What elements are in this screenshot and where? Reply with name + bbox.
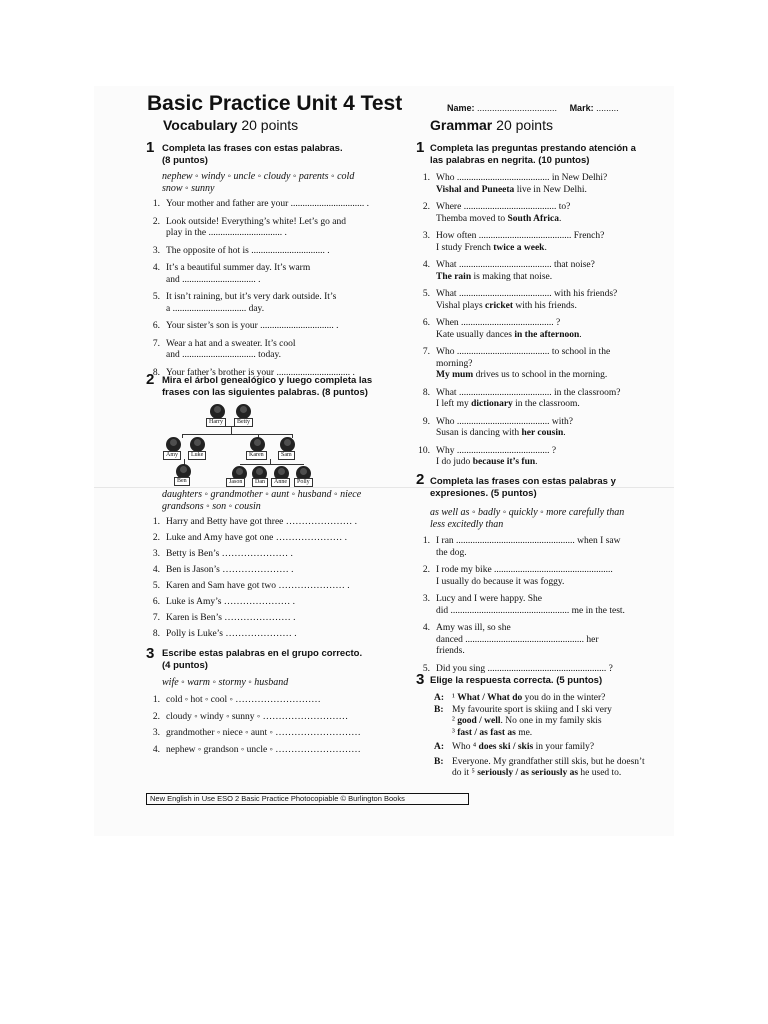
- family-tree: [160, 404, 330, 484]
- list-item: 5. What ....................................... with his friends? Vishal plays cricket with his friends.: [422, 289, 618, 311]
- person-icon: [166, 437, 181, 452]
- list-item: 8. Polly is Luke’s ………………… .: [152, 629, 297, 639]
- list-item: 7. Karen is Ben’s ………………… .: [152, 613, 296, 623]
- list-item: 8. What ....................................... in the classroom? I left my dictionary in the classroom.: [422, 387, 621, 409]
- list-item: 7. Wear a hat and a sweater. It’s cool and ............................... today.: [152, 338, 296, 360]
- person-icon: [236, 404, 251, 419]
- person-icon: [210, 404, 225, 419]
- dialogue-line: ³ fast / as fast as me.: [452, 727, 533, 738]
- vocab-ex3-word-box: wife ◦ warm ◦ stormy ◦ husband: [162, 677, 289, 688]
- vocabulary-points: 20 points: [241, 117, 299, 133]
- list-item: 2. Luke and Amy have got one ………………… .: [152, 533, 348, 543]
- dialogue-line: A: ¹ What / What do you do in the winter?: [434, 693, 606, 703]
- vocab-ex2-number: 2: [146, 371, 155, 388]
- vocab-ex1-list: [146, 199, 396, 379]
- grammar-ex2-instructions: Completa las frases con estas palabras y expresiones. (5 puntos): [430, 476, 616, 499]
- tree-label-anne: Anne: [271, 478, 290, 487]
- grammar-ex2-list: [416, 536, 666, 675]
- vocab-ex1-instructions: Completa las frases con estas palabras. (8 puntos): [162, 143, 343, 166]
- grammar-ex2-word-box: as well as ◦ badly ◦ quickly ◦ more carefully than less excitedly than: [430, 507, 625, 530]
- list-item: 2. Look outside! Everything’s white! Let’s go and play in the ............................... .: [152, 216, 346, 238]
- list-item: 3. Lucy and I were happy. She did .................................................. me in the test.: [422, 594, 625, 616]
- list-item: 4. It’s a beautiful summer day. It’s warm and ............................... .: [152, 263, 311, 285]
- tree-label-ben: Ben: [174, 477, 190, 486]
- list-item: 6. Your sister’s son is your ............................... .: [152, 321, 339, 331]
- name-label: Name:: [447, 103, 475, 113]
- list-item: 4. What ....................................... that noise? The rain is making that noise.: [422, 260, 595, 282]
- list-item: 1. Your mother and father are your ............................... .: [152, 199, 369, 209]
- list-item: 4. Ben is Jason’s ………………… .: [152, 565, 294, 575]
- list-item: 1. cold ◦ hot ◦ cool ◦ ………………………: [152, 695, 321, 705]
- grammar-ex2-number: 2: [416, 471, 425, 488]
- name-mark-fields: [447, 103, 619, 113]
- vocab-ex3-instructions: Escribe estas palabras en el grupo correcto. (4 puntos): [162, 648, 363, 671]
- grammar-points: 20 points: [496, 117, 553, 133]
- vocab-ex2-word-box: daughters ◦ grandmother ◦ aunt ◦ husband ◦ niece grandsons ◦ son ◦ cousin: [162, 489, 362, 512]
- vocab-ex2-list: [146, 517, 396, 641]
- dialogue-line: A: Who ⁴ does ski / skis in your family?: [434, 742, 595, 752]
- grammar-ex3-number: 3: [416, 671, 425, 688]
- dialogue-line: do it ⁵ seriously / as seriously as he used to.: [452, 768, 622, 778]
- tree-label-dan: Dan: [252, 478, 268, 487]
- list-item: 2. cloudy ◦ windy ◦ sunny ◦ ………………………: [152, 711, 349, 722]
- grammar-heading: Grammar 20 points: [430, 117, 553, 133]
- list-item: 2. I rode my bike .................................................. I usually do because it was foggy.: [422, 565, 613, 587]
- grammar-ex1-list: [416, 173, 666, 469]
- tree-label-jason: Jason: [226, 478, 245, 487]
- vocabulary-heading: Vocabulary 20 points: [163, 117, 299, 133]
- vocab-ex3-list: [146, 695, 396, 756]
- grammar-ex1-instructions: Completa las preguntas prestando atención a las palabras en negrita. (10 puntos): [430, 143, 636, 166]
- person-icon: [250, 437, 265, 452]
- dialogue-line: B: My favourite sport is skiing and I ski very: [434, 704, 612, 715]
- list-item: 4. nephew ◦ grandson ◦ uncle ◦ ………………………: [152, 744, 361, 755]
- list-item: 6. Luke is Amy’s ………………… .: [152, 597, 296, 607]
- footer-copyright: New English in Use ESO 2 Basic Practice Photocopiable © Burlington Books: [146, 793, 469, 805]
- person-icon: [280, 437, 295, 452]
- tree-label-harry: Harry: [206, 418, 226, 427]
- list-item: 1. I ran .................................................. when I saw the dog.: [422, 536, 621, 558]
- vocab-ex2-instructions: Mira el árbol genealógico y luego completa las frases con las siguientes palabras. (8 puntos): [162, 375, 373, 398]
- list-item: 4. Amy was ill, so she danced .................................................. her friends.: [422, 623, 599, 656]
- list-item: 8. Your father’s brother is your ............................... .: [152, 367, 355, 378]
- vocab-ex1-word-box: nephew ◦ windy ◦ uncle ◦ cloudy ◦ parents ◦ cold snow ◦ sunny: [162, 171, 355, 194]
- list-item: 1. Who ....................................... in New Delhi? Vishal and Puneeta live in New Delhi.: [422, 173, 608, 195]
- list-item: 5. Did you sing .................................................. ?: [422, 663, 613, 674]
- tree-label-karen: Karen: [246, 451, 267, 460]
- name-dots: ................................: [477, 103, 558, 113]
- list-item: 3. Betty is Ben’s ………………… .: [152, 549, 293, 559]
- list-item: 10. Why ....................................... ? I do judo because it’s fun.: [418, 445, 557, 467]
- mark-dots: .........: [596, 103, 619, 113]
- tree-label-luke: Luke: [188, 451, 206, 460]
- list-item: 5. Karen and Sam have got two ………………… .: [152, 581, 350, 591]
- list-item: 3. The opposite of hot is ............................... .: [152, 245, 330, 256]
- list-item: 6. When ....................................... ? Kate usually dances in the afternoon.: [422, 318, 582, 340]
- tree-label-sam: Sam: [278, 451, 295, 460]
- grammar-ex1-number: 1: [416, 139, 425, 156]
- list-item: 2. Where ....................................... to? Themba moved to South Africa.: [422, 202, 571, 224]
- list-item: 7. Who ....................................... to school in the morning? My mum drives us to school in the morning.: [422, 347, 611, 380]
- tree-label-amy: Amy: [163, 451, 181, 460]
- page-title: Basic Practice Unit 4 Test: [147, 92, 403, 115]
- list-item: 5. It isn’t raining, but it’s very dark outside. It’s a ............................... day.: [152, 292, 337, 314]
- person-icon: [190, 437, 205, 452]
- grammar-ex3-dialogue: [434, 693, 674, 780]
- vocab-ex3-number: 3: [146, 645, 155, 662]
- mark-label: Mark:: [569, 103, 594, 113]
- list-item: 1. Harry and Betty have got three ………………… .: [152, 517, 358, 527]
- tree-label-betty: Betty: [234, 418, 253, 427]
- grammar-ex3-instructions: Elige la respuesta correcta. (5 puntos): [430, 675, 603, 686]
- vocab-ex1-number: 1: [146, 139, 155, 156]
- dialogue-line: B: Everyone. My grandfather still skis, but he doesn’t: [434, 756, 645, 767]
- list-item: 3. How often ....................................... French? I study French twice a week.: [422, 231, 605, 253]
- list-item: 9. Who ....................................... with? Susan is dancing with her cousin.: [422, 416, 573, 438]
- dialogue-line: ² good / well. No one in my family skis: [452, 716, 602, 726]
- list-item: 3. grandmother ◦ niece ◦ aunt ◦ ………………………: [152, 728, 361, 738]
- tree-label-polly: Polly: [294, 478, 313, 487]
